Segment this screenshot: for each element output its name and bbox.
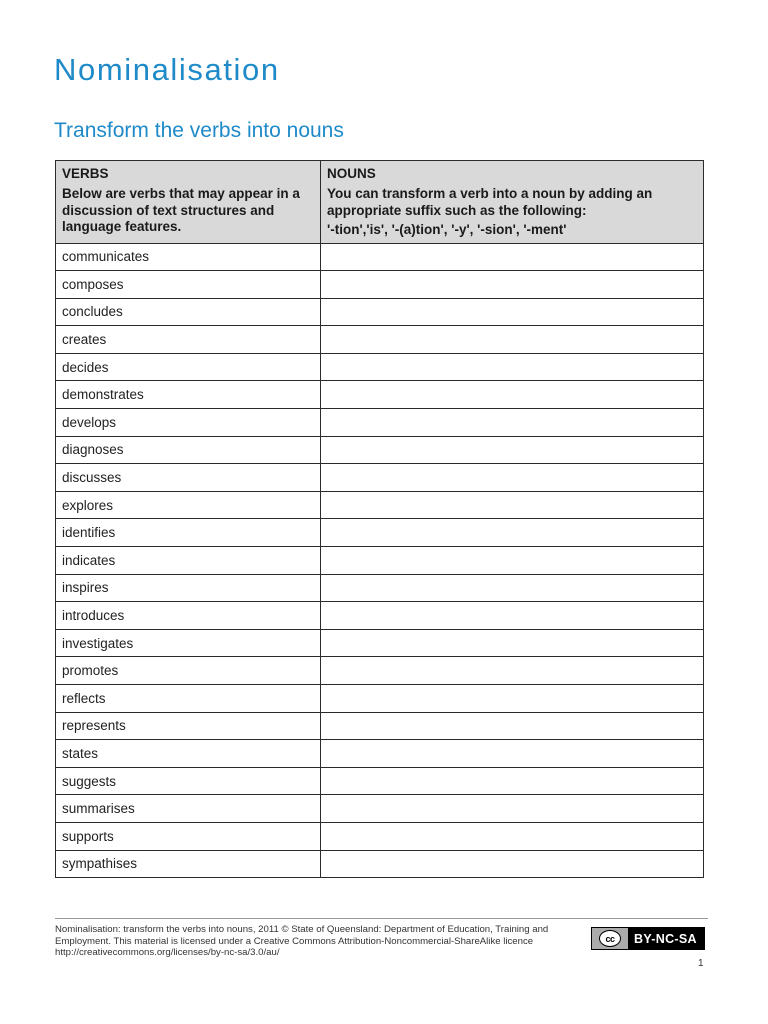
table-row	[56, 298, 704, 326]
noun-answer-cell[interactable]	[321, 629, 704, 657]
page-title: Nominalisation	[54, 52, 280, 87]
verb-cell: sympathises	[56, 850, 321, 878]
noun-answer-cell[interactable]	[321, 602, 704, 630]
table-row	[56, 685, 704, 713]
noun-answer-cell[interactable]	[321, 271, 704, 299]
table-row	[56, 326, 704, 354]
verb-cell: promotes	[56, 657, 321, 685]
verb-cell: supports	[56, 822, 321, 850]
cc-license-badge	[591, 927, 705, 950]
table-body	[56, 243, 704, 878]
noun-answer-cell[interactable]	[321, 547, 704, 575]
table-row	[56, 657, 704, 685]
table-row	[56, 409, 704, 437]
noun-answer-cell[interactable]	[321, 574, 704, 602]
table-row	[56, 491, 704, 519]
table-row	[56, 353, 704, 381]
table-row	[56, 850, 704, 878]
verb-cell: diagnoses	[56, 436, 321, 464]
verb-cell: indicates	[56, 547, 321, 575]
verb-cell: summarises	[56, 795, 321, 823]
verb-cell: communicates	[56, 243, 321, 271]
cc-license-label: BY-NC-SA	[634, 931, 697, 946]
noun-answer-cell[interactable]	[321, 409, 704, 437]
verbs-header-cell	[56, 161, 321, 244]
table-row	[56, 740, 704, 768]
verb-cell: creates	[56, 326, 321, 354]
table-row	[56, 547, 704, 575]
verb-cell: demonstrates	[56, 381, 321, 409]
noun-answer-cell[interactable]	[321, 353, 704, 381]
nouns-header-cell	[321, 161, 704, 244]
verbs-header-title: VERBS	[62, 166, 109, 181]
page-subtitle: Transform the verbs into nouns	[54, 119, 344, 142]
noun-answer-cell[interactable]	[321, 519, 704, 547]
table-row	[56, 712, 704, 740]
verb-cell: concludes	[56, 298, 321, 326]
verb-cell: develops	[56, 409, 321, 437]
noun-answer-cell[interactable]	[321, 712, 704, 740]
table-row	[56, 574, 704, 602]
verb-cell: discusses	[56, 464, 321, 492]
table-header-row	[56, 161, 704, 244]
table-row	[56, 271, 704, 299]
verb-cell: investigates	[56, 629, 321, 657]
noun-answer-cell[interactable]	[321, 326, 704, 354]
nouns-header-suffixes: '-tion','is', '-(a)tion', '-y', '-sion', '-ment'	[327, 222, 567, 237]
noun-answer-cell[interactable]	[321, 740, 704, 768]
noun-answer-cell[interactable]	[321, 381, 704, 409]
noun-answer-cell[interactable]	[321, 685, 704, 713]
page-number: 1	[698, 958, 704, 969]
cc-badge-icon-area	[592, 928, 628, 949]
verb-cell: identifies	[56, 519, 321, 547]
verbs-header-description: Below are verbs that may appear in a discussion of text structures and language features.	[62, 186, 300, 234]
noun-answer-cell[interactable]	[321, 767, 704, 795]
noun-answer-cell[interactable]	[321, 464, 704, 492]
table-row	[56, 436, 704, 464]
table-row	[56, 767, 704, 795]
noun-answer-cell[interactable]	[321, 795, 704, 823]
noun-answer-cell[interactable]	[321, 298, 704, 326]
verb-cell: suggests	[56, 767, 321, 795]
table-row	[56, 464, 704, 492]
verb-cell: decides	[56, 353, 321, 381]
verb-cell: reflects	[56, 685, 321, 713]
nouns-header-description: You can transform a verb into a noun by adding an appropriate suffix such as the following:	[327, 186, 653, 218]
noun-answer-cell[interactable]	[321, 491, 704, 519]
creative-commons-icon: cc	[599, 930, 621, 947]
noun-answer-cell[interactable]	[321, 436, 704, 464]
verb-cell: states	[56, 740, 321, 768]
table-row	[56, 795, 704, 823]
table-row	[56, 243, 704, 271]
table-row	[56, 602, 704, 630]
footer-credit: Nominalisation: transform the verbs into nouns, 2011 © State of Queensland: Department of Education, Training and Employment. This material is licensed under a Creative Commons Attribution-Noncommercial-ShareAlike licence http://creativecommons.org/licenses/by-nc-sa/3.0/au/	[55, 924, 549, 958]
table-row	[56, 381, 704, 409]
table-row	[56, 822, 704, 850]
noun-answer-cell[interactable]	[321, 850, 704, 878]
table-row	[56, 519, 704, 547]
noun-answer-cell[interactable]	[321, 243, 704, 271]
verb-cell: explores	[56, 491, 321, 519]
verb-cell: represents	[56, 712, 321, 740]
verb-cell: introduces	[56, 602, 321, 630]
noun-answer-cell[interactable]	[321, 822, 704, 850]
verb-cell: inspires	[56, 574, 321, 602]
verbs-nouns-table	[55, 160, 704, 878]
verb-cell: composes	[56, 271, 321, 299]
nouns-header-title: NOUNS	[327, 166, 376, 181]
table-row	[56, 629, 704, 657]
footer-divider	[55, 918, 708, 919]
noun-answer-cell[interactable]	[321, 657, 704, 685]
